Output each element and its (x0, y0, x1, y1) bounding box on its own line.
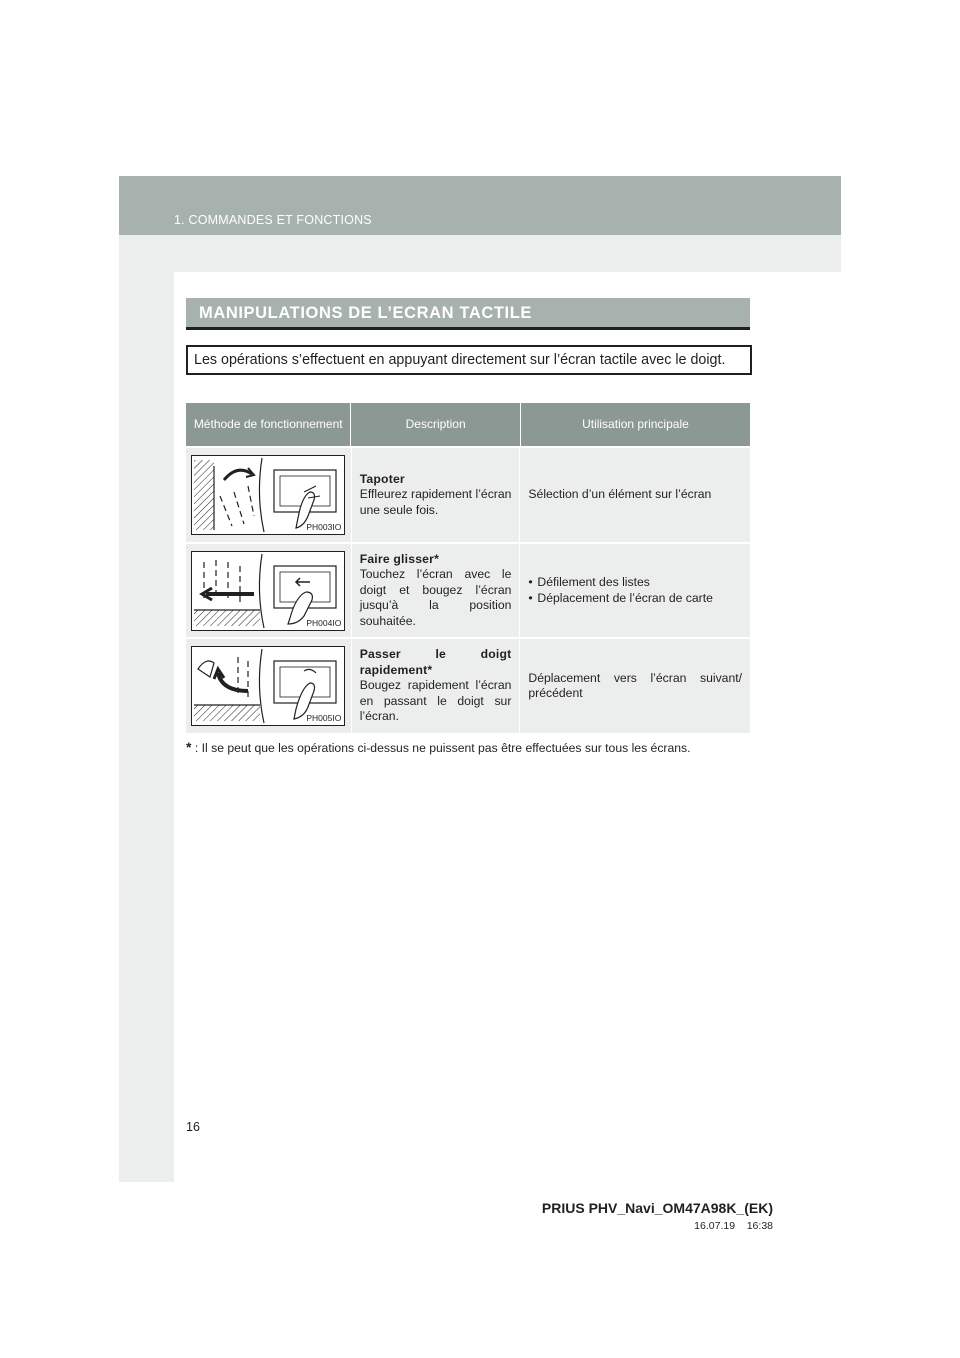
drag-gesture-icon (191, 551, 345, 631)
method-cell (186, 544, 352, 637)
description-cell (352, 544, 521, 637)
operation-title: Faire glisser* (359, 551, 440, 566)
document-model-id: PRIUS PHV_Navi_OM47A98K_(EK) (541, 1200, 773, 1216)
bullet-icon: • (528, 575, 533, 589)
main-use-item: Défilement des listes (537, 575, 650, 589)
chapter-title: 1. COMMANDES ET FONCTIONS (174, 213, 372, 227)
intro-box: Les opérations s’effectuent en appuyant directement sur l’écran tactile avec le doigt. (186, 345, 752, 375)
table-header (186, 403, 750, 446)
method-cell (186, 639, 352, 733)
page-number: 16 (186, 1120, 200, 1134)
tap-gesture-icon (191, 455, 345, 535)
bullet-icon: • (528, 590, 533, 605)
table-row (186, 446, 750, 542)
footnote-text: : Il se peut que les opérations ci-dessus ne puissent pas être effectuées sur tous les écrans. (194, 741, 691, 755)
footnote-marker: * (186, 739, 192, 755)
list-item (528, 575, 742, 591)
method-cell (186, 448, 352, 542)
touch-operations-table (186, 403, 750, 733)
print-date: 16.07.19 (694, 1220, 736, 1232)
operation-description: Touchez l’écran avec le doigt et bougez l’écran jusqu’à la position souhaitée. (359, 567, 512, 628)
section-heading (186, 298, 750, 330)
image-code: PH003IO (306, 522, 342, 532)
list-item (528, 591, 742, 607)
flick-gesture-icon (191, 646, 345, 726)
header-main-use: Utilisation principale (582, 417, 689, 431)
print-timestamp (694, 1220, 773, 1232)
header-method: Méthode de fonctionnement (186, 403, 351, 446)
operation-title: Passer le doigt rapidement* (359, 647, 512, 677)
image-code: PH005IO (306, 713, 342, 723)
footnote (186, 739, 750, 755)
table-row (186, 542, 750, 637)
header-description: Description (351, 403, 520, 446)
operation-description: Effleurez rapidement l’écran une seule fois. (359, 487, 512, 517)
operation-title: Tapoter (359, 471, 405, 486)
image-code: PH004IO (306, 617, 342, 628)
description-cell (352, 639, 521, 733)
print-time: 16:38 (746, 1220, 773, 1232)
section-title: MANIPULATIONS DE L’ECRAN TACTILE (199, 304, 532, 322)
main-use-text: Déplacement vers l’écran suivant/ précédent (528, 670, 742, 700)
main-use-cell (520, 448, 750, 542)
operation-description: Bougez rapidement l’écran en passant le doigt sur l’écran. (359, 678, 512, 724)
table-row (186, 637, 750, 733)
main-use-cell (520, 639, 750, 733)
main-use-text: Sélection d’un élément sur l’écran (528, 487, 712, 502)
main-use-item: Déplacement de l’écran de carte (537, 590, 713, 605)
description-cell (352, 448, 521, 542)
main-use-cell (520, 544, 750, 637)
